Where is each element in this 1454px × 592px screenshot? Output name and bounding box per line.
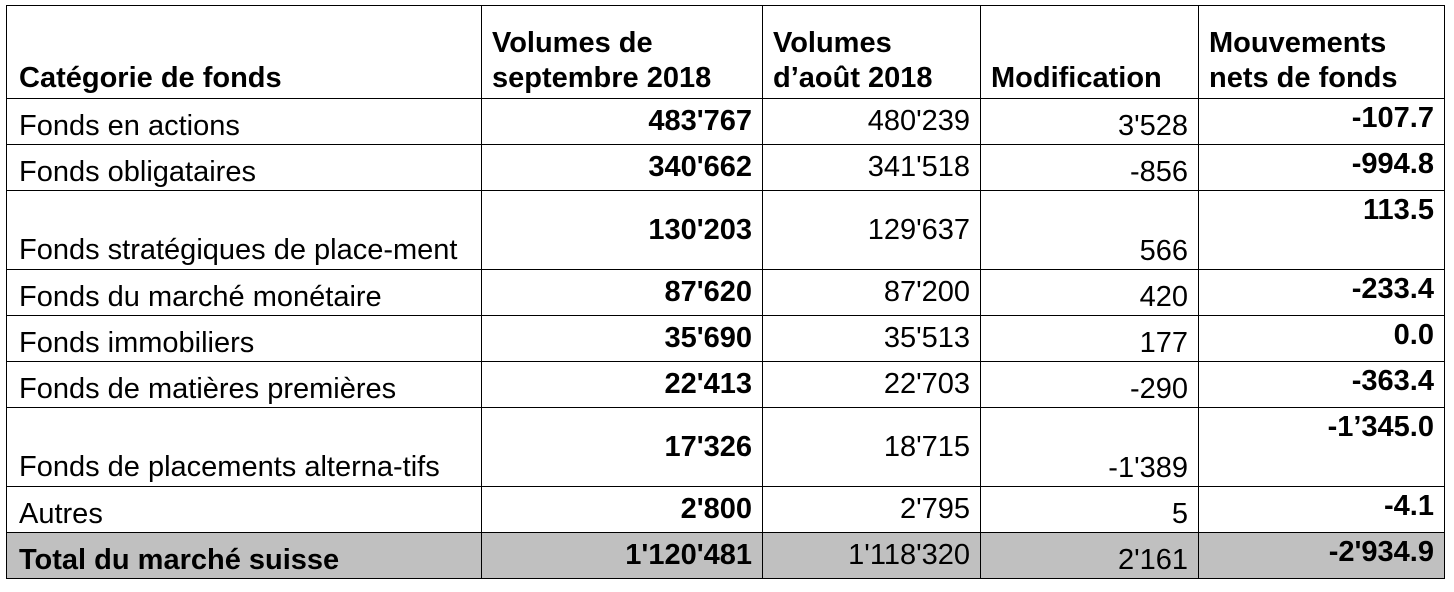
august-volume-cell: 2'795 xyxy=(763,487,981,533)
september-volume-cell: 340'662 xyxy=(482,145,763,191)
september-volume-cell: 130'203 xyxy=(482,191,763,270)
net-flow-cell: -107.7 xyxy=(1199,99,1445,145)
total-row xyxy=(7,533,1445,579)
category-cell: Fonds stratégiques de place-ment xyxy=(7,191,482,270)
total-modification-cell: 2'161 xyxy=(981,533,1199,579)
header-august-volumes: Volumes d’août 2018 xyxy=(763,6,981,99)
table-row xyxy=(7,316,1445,362)
table-row xyxy=(7,145,1445,191)
total-august-volume-cell: 1'118'320 xyxy=(763,533,981,579)
net-flow-cell: -1’345.0 xyxy=(1199,408,1445,487)
total-net-flow-cell: -2'934.9 xyxy=(1199,533,1445,579)
modification-cell: 3'528 xyxy=(981,99,1199,145)
category-cell: Fonds de placements alterna-tifs xyxy=(7,408,482,487)
september-volume-cell: 87'620 xyxy=(482,270,763,316)
august-volume-cell: 341'518 xyxy=(763,145,981,191)
category-cell: Fonds immobiliers xyxy=(7,316,482,362)
net-flow-cell: -233.4 xyxy=(1199,270,1445,316)
category-cell: Fonds en actions xyxy=(7,99,482,145)
category-cell: Autres xyxy=(7,487,482,533)
category-cell: Fonds du marché monétaire xyxy=(7,270,482,316)
september-volume-cell: 483'767 xyxy=(482,99,763,145)
header-row xyxy=(7,6,1445,99)
category-cell: Fonds obligataires xyxy=(7,145,482,191)
net-flow-cell: -363.4 xyxy=(1199,362,1445,408)
september-volume-cell: 17'326 xyxy=(482,408,763,487)
august-volume-cell: 18'715 xyxy=(763,408,981,487)
total-september-volume-cell: 1'120'481 xyxy=(482,533,763,579)
modification-cell: 177 xyxy=(981,316,1199,362)
modification-cell: 566 xyxy=(981,191,1199,270)
august-volume-cell: 480'239 xyxy=(763,99,981,145)
table-row xyxy=(7,270,1445,316)
table-row xyxy=(7,408,1445,487)
september-volume-cell: 35'690 xyxy=(482,316,763,362)
total-category-cell: Total du marché suisse xyxy=(7,533,482,579)
net-flow-cell: 113.5 xyxy=(1199,191,1445,270)
modification-cell: -290 xyxy=(981,362,1199,408)
net-flow-cell: 0.0 xyxy=(1199,316,1445,362)
net-flow-cell: -4.1 xyxy=(1199,487,1445,533)
september-volume-cell: 22'413 xyxy=(482,362,763,408)
fund-volumes-table xyxy=(6,5,1445,579)
header-modification: Modification xyxy=(981,6,1199,99)
category-cell: Fonds de matières premières xyxy=(7,362,482,408)
september-volume-cell: 2'800 xyxy=(482,487,763,533)
header-category: Catégorie de fonds xyxy=(7,6,482,99)
table-row xyxy=(7,99,1445,145)
table-row xyxy=(7,191,1445,270)
header-september-volumes: Volumes de septembre 2018 xyxy=(482,6,763,99)
net-flow-cell: -994.8 xyxy=(1199,145,1445,191)
august-volume-cell: 129'637 xyxy=(763,191,981,270)
table-row xyxy=(7,362,1445,408)
modification-cell: 5 xyxy=(981,487,1199,533)
header-net-flows: Mouvements nets de fonds xyxy=(1199,6,1445,99)
modification-cell: -1'389 xyxy=(981,408,1199,487)
table-row xyxy=(7,487,1445,533)
august-volume-cell: 35'513 xyxy=(763,316,981,362)
modification-cell: -856 xyxy=(981,145,1199,191)
august-volume-cell: 87'200 xyxy=(763,270,981,316)
modification-cell: 420 xyxy=(981,270,1199,316)
august-volume-cell: 22'703 xyxy=(763,362,981,408)
